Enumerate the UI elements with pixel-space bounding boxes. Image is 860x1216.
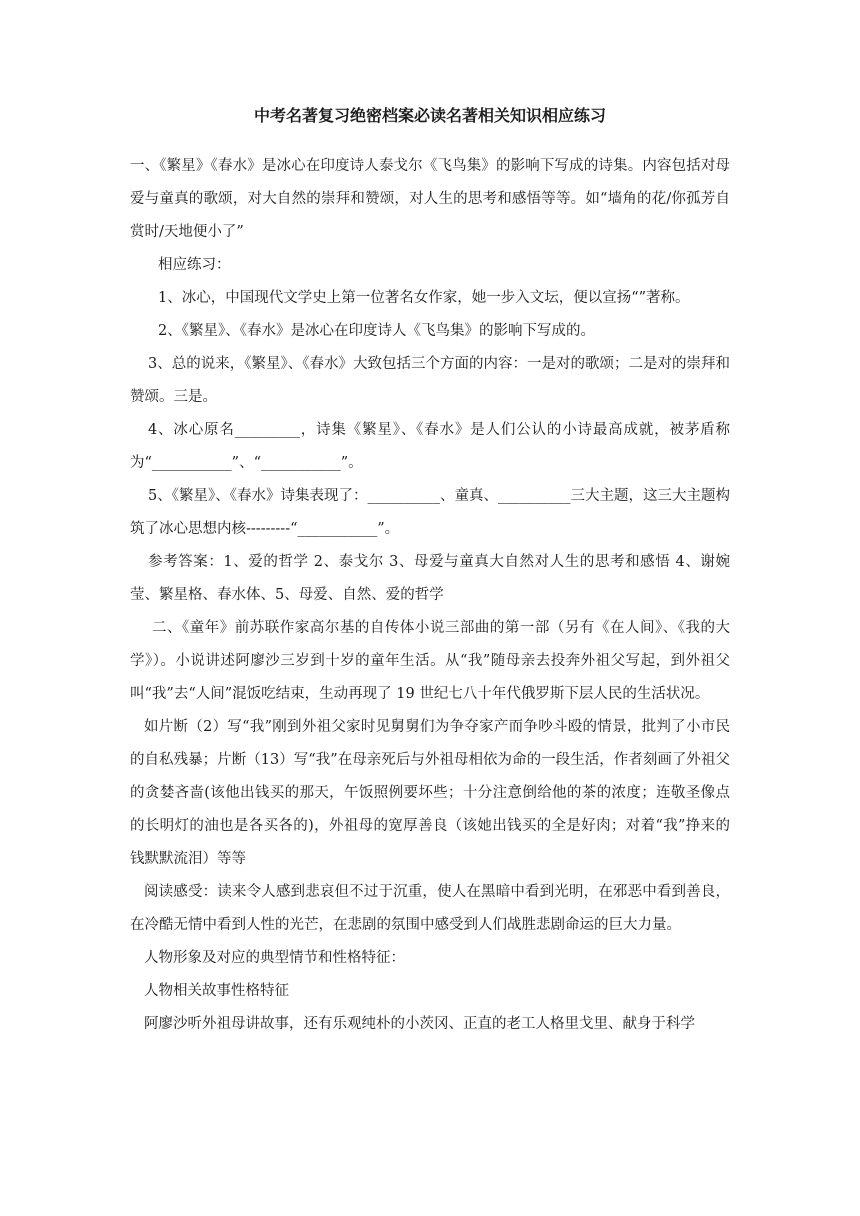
reading-impression: 阅读感受：读来令人感到悲哀但不过于沉重，使人在黑暗中看到光明，在邪恶中看到善良，在冷酷无情中看到人性的光芒，在悲剧的氛围中感受到人们战胜悲剧命运的巨大力量。 [130,884,730,933]
characters-table-header: 人物相关故事性格特征 [144,983,289,999]
question-3: 3、总的说来，《繁星》、《春水》大致包括三个方面的内容：一是对的歌颂；二是对的崇拜和赞颂。三是。 [130,356,730,405]
character-alyosha: 阿廖沙听外祖母讲故事，还有乐观纯朴的小茨冈、正直的老工人格里戈里、献身于科学 [144,1016,695,1032]
question-2: 2、《繁星》、《春水》是冰心在印度诗人《飞鸟集》的影响下写成的。 [158,323,595,339]
document-body [130,150,730,1041]
characters-heading: 人物形象及对应的典型情节和性格特征： [144,950,405,966]
document-title: 中考名著复习绝密档案必读名著相关知识相应练习 [253,106,606,125]
question-5: 5、《繁星》、《春水》诗集表现了：__________、童真、__________三大主题，这三大主题构筑了冰心思想内核---------“___________”。 [130,488,730,537]
practice-heading: 相应练习： [158,257,231,273]
section-one-intro: 一、《繁星》《春水》是冰心在印度诗人泰戈尔《飞鸟集》的影响下写成的诗集。内容包括对母爱与童真的歌颂，对大自然的崇拜和赞颂，对人生的思考和感悟等等。如“墙角的花/你孤芳自赏时/天地便小了” [130,158,730,240]
answer-key: 参考答案：1、爱的哲学 2、泰戈尔 3、母爱与童真大自然对人生的思考和感悟 4、谢婉莹、繁星格、春水体、5、母爱、自然、爱的哲学 [130,554,730,603]
excerpt-analysis: 如片断（2）写“我”刚到外祖父家时见舅舅们为争夺家产而争吵斗殴的情景，批判了小市民的自私残暴；片断（13）写“我”在母亲死后与外祖母相依为命的一段生活，作者刻画了外祖父的贪婪吝啬(该他出钱买的那天，午饭照例要坏些；十分注意倒给他的茶的浓度；连敬圣像点的长明灯的油也是各买各的)，外祖母的宽厚善良（该她出钱买的全是好肉；对着“我”挣来的钱默默流泪）等等 [130,719,730,867]
question-4: 4、冰心原名_________，诗集《繁星》、《春水》是人们公认的小诗最高成就，被茅盾称为“___________”、“___________”。 [130,422,730,471]
section-two-intro: 二、《童年》前苏联作家高尔基的自传体小说三部曲的第一部（另有《在人间》、《我的大学》）。小说讲述阿廖沙三岁到十岁的童年生活。从“我”随母亲去投奔外祖父写起，到外祖父叫“我”去“人间”混饭吃结束，生动再现了 19 世纪七八十年代俄罗斯下层人民的生活状况。 [130,620,730,702]
question-1: 1、冰心，中国现代文学史上第一位著名女作家，她一步入文坛，便以宣扬“”著称。 [158,290,690,306]
